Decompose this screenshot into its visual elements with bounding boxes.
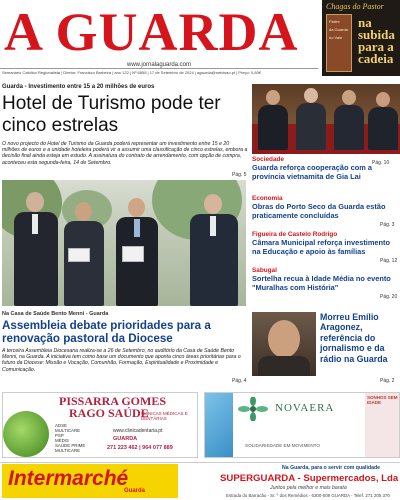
book-ad-line: na — [358, 15, 372, 30]
brief-headline[interactable]: Obras do Porto Seco da Guarda estão praticamente concluídas — [252, 202, 386, 220]
brief-headline[interactable]: Sortelha recua à Idade Média no evento "Muralhas com História" — [252, 274, 391, 292]
ad-services-list — [55, 423, 85, 453]
book-ad-title: Chagas do Pastor — [326, 2, 384, 11]
ad-intermarche-company: SUPERGUARDA - Supermercados, Lda — [220, 473, 399, 484]
obituary-portrait-photo — [252, 312, 316, 376]
brief-section-economia: Economia — [252, 195, 283, 202]
ad-service-item: ADSE — [55, 423, 67, 428]
ad-pissarra-gomes-clinic[interactable] — [2, 392, 198, 458]
ad-novaera[interactable] — [204, 392, 400, 458]
book-cover-text: da Guarda — [329, 27, 348, 32]
ad-intermarche-location: Guarda — [124, 488, 146, 494]
ad-novaera-side-text: SONHOS SEM IDADE — [367, 395, 398, 405]
obituary-headline[interactable]: Morreu Emílio Aragonez, referência do jornalismo e da rádio na Guarda — [320, 312, 388, 364]
book-advertisement[interactable] — [322, 0, 400, 76]
lead-headline[interactable]: Hotel de Turismo pode ter cinco estrelas — [2, 93, 221, 136]
right-photo-page-ref: Pág. 10 — [372, 160, 390, 166]
ad-intermarche-address: Estrada do Barracão - Sr. º dos Remédios - 6300-009 GUARDA - Telef. 271 205 370 — [226, 493, 390, 498]
book-ad-line: para a — [358, 39, 394, 54]
brief-page-ref: Pág. 3 — [380, 222, 395, 228]
story2-section-label: Na Casa de Saúde Bento Menni - Guarda — [2, 311, 109, 317]
photo-person — [188, 194, 240, 306]
ad-intermarche-logo: Intermarché — [8, 467, 129, 490]
ad-service-item: PSP — [55, 433, 64, 438]
ad-novaera-name: NOVAERA — [275, 402, 335, 414]
lead-page-ref: Pág. 5 — [232, 172, 247, 178]
ad-phone: 271 223 462 | 964 077 889 — [107, 445, 173, 451]
photo-person — [12, 192, 60, 306]
story2-headline[interactable]: Assembleia debate prioridades para a renovação pastoral da Diocese — [2, 319, 211, 345]
ad-service-item: MULTICARE — [55, 448, 81, 453]
lead-kicker: Guarda - Investimento entre 15 a 20 milhões de euros — [2, 84, 155, 90]
brief-section-figueira: Figueira de Castelo Rodrigo — [252, 231, 338, 238]
masthead-website[interactable]: www.jornalaguarda.com — [126, 62, 192, 68]
ad-service-item: MÉDIS — [55, 438, 69, 443]
obituary-page-ref: Pág. 2 — [380, 378, 395, 384]
brief-page-ref: Pág. 20 — [380, 294, 398, 300]
ad-city: GUARDA — [113, 436, 138, 442]
masthead-title: A GUARDA — [4, 2, 299, 62]
ad-intermarche[interactable] — [0, 462, 400, 500]
ad-novaera-side — [365, 393, 399, 457]
ad-service-item: SAÚDE PRIME — [55, 443, 86, 448]
lead-photo-contract-signing — [2, 180, 246, 306]
ad-clinic-name: RAGO SAÚDE — [69, 406, 149, 420]
brief-headline[interactable]: Câmara Municipal reforça investimento na Educação e apoio às famílias — [252, 238, 391, 256]
brief-page-ref: Pág. 12 — [380, 258, 398, 264]
book-cover-text: Padre — [329, 19, 340, 24]
lead-lede: O novo projecto do Hotel de Turismo da Guarda poderá representar um investimento entre 15 e 20 milhões de euros e a unidade hoteleira poderá vir a assumir uma classificação de cinco estrelas, embora a decisão final ainda esteja em estudo. A assinatura do contrato de arrendamento, com opção de compra, aconteceu esta segunda-feira, 14 de Setembro. — [2, 141, 248, 166]
book-ad-line: subida — [358, 27, 395, 42]
brief-section-sociedade: Sociedade — [252, 156, 284, 163]
photo-person — [62, 202, 106, 306]
ad-intermarche-logo-panel — [2, 464, 178, 498]
brief-section-sabugal: Sabugal — [252, 267, 277, 274]
ad-clinic-subtitle: CLÍNICAS MÉDICAS E DENTÁRIAS — [141, 411, 188, 421]
brief-headline[interactable]: Guarda reforça cooperação com a província vietnamita de Gia Lai — [252, 163, 372, 181]
story2-lede: A terceira Assembleia Diocesana realiza-se a 26 de Setembro, no auditório da Casa de Saúde Bento Menni, na Guarda. A iniciativa tem como base um documento que aponta cinco áreas prioritárias para o futuro da Diocese: Missão e Vocação, Comunhão, Formação, Espiritualidade e Proximidade e Comunicação. — [2, 348, 241, 373]
ad-graphic — [205, 393, 233, 457]
ad-intermarche-tagline: Na Guarda, para o servir com qualidade — [282, 465, 381, 471]
ad-website-link[interactable]: www.clinicadentaria.pt — [113, 428, 163, 434]
book-ad-line: cadeia — [358, 51, 394, 66]
ad-service-item: MULTICARE — [55, 428, 81, 433]
ad-novaera-tagline: SOLIDARIEDADE EM MOVIMENTO — [245, 443, 320, 448]
novaera-leaf-icon — [235, 397, 271, 421]
book-cover-text: no Vale — [329, 35, 343, 40]
story2-page-ref: Pág. 4 — [232, 378, 247, 384]
ad-graphic — [3, 411, 49, 457]
masthead-infobar: Semanário Católico Regionalista | Diretor: Francisco Barbeira | ano 122 | Nº 6855 | 17 de Setembro de 2024 | agaurda@netvisao.pt | Preço: 0,80€ — [0, 68, 318, 76]
ad-clinic-name: PISSARRA GOMES — [59, 394, 167, 408]
masthead — [0, 0, 318, 75]
book-cover-image — [326, 14, 352, 72]
photo-person — [114, 198, 160, 306]
ad-intermarche-slogan: Juntos pela melhor e mais barata — [270, 485, 347, 491]
right-photo-delegation — [252, 84, 400, 154]
